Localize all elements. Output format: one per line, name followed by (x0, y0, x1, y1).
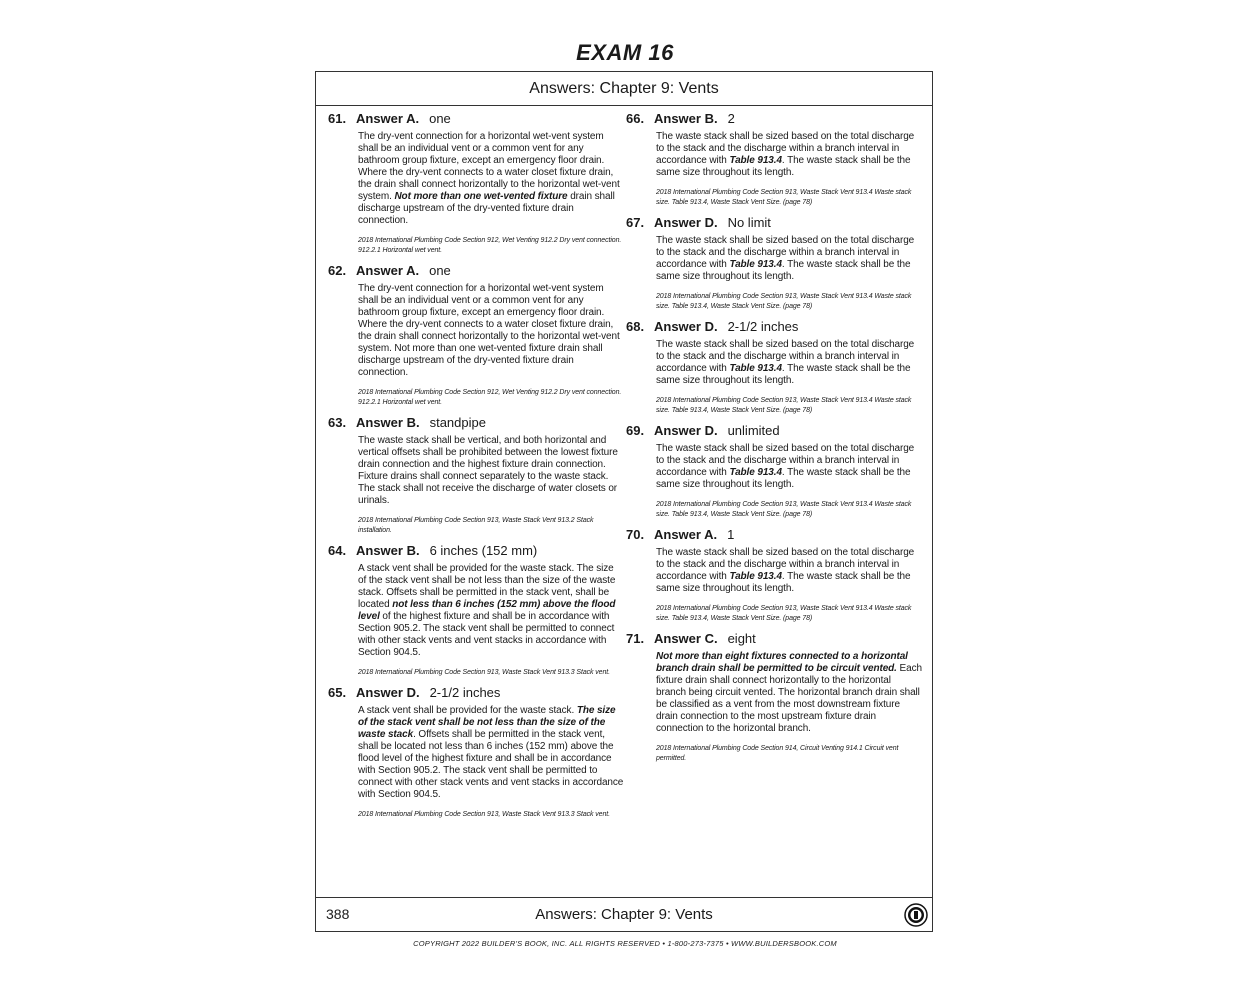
question-number: 65. (328, 685, 347, 700)
answer-value: standpipe (429, 415, 486, 430)
code-reference: 2018 International Plumbing Code Section 912, Wet Venting 912.2 Dry vent connection. 912.2.1 Horizontal wet vent. (358, 389, 622, 406)
answer-explanation: The waste stack shall be vertical, and both horizontal and vertical offsets shall be prohibited between the lowest fixture drain connection and the highest fixture drain connection. Fixture drains shall connect separately to the waste stack. The stack shall not receive the discharge of water closets or urinals. (358, 435, 618, 506)
answer-explanation: The waste stack shall be sized based on the total discharge to the stack and the discharge within a branch interval in accordance with Table 913.4. The waste stack shall be the same size throughout its length. (656, 443, 915, 490)
question-number: 67. (626, 215, 645, 230)
question-number: 64. (328, 543, 347, 558)
question-number: 69. (626, 423, 645, 438)
answer-item-68 (626, 318, 922, 416)
answer-label: Answer D. (654, 423, 718, 438)
answer-value: 2 (727, 111, 735, 126)
answer-item-62 (328, 262, 624, 408)
right-column (626, 110, 922, 770)
code-reference: 2018 International Plumbing Code Section 914, Circuit Venting 914.1 Circuit vent permitted. (656, 745, 899, 762)
answer-item-66 (626, 110, 922, 208)
question-number: 62. (328, 263, 347, 278)
answer-explanation: The waste stack shall be sized based on the total discharge to the stack and the discharge within a branch interval in accordance with Table 913.4. The waste stack shall be the same size throughout its length. (656, 339, 915, 386)
page-header: Answers: Chapter 9: Vents (316, 72, 932, 106)
answer-label: Answer D. (654, 319, 718, 334)
answer-explanation: The waste stack shall be sized based on the total discharge to the stack and the discharge within a branch interval in accordance with Table 913.4. The waste stack shall be the same size throughout its length. (656, 235, 915, 282)
answer-value: eight (727, 631, 756, 646)
answer-label: Answer D. (356, 685, 420, 700)
answer-label: Answer A. (356, 263, 420, 278)
answer-label: Answer A. (654, 527, 718, 542)
answer-item-61 (328, 110, 624, 256)
answer-label: Answer B. (654, 111, 718, 126)
code-reference: 2018 International Plumbing Code Section 913, Waste Stack Vent 913.4 Waste stack size. Table 913.4, Waste Stack Vent Size. (page 78) (656, 605, 912, 622)
answer-label: Answer C. (654, 631, 718, 646)
code-reference: 2018 International Plumbing Code Section 913, Waste Stack Vent 913.3 Stack vent. (358, 669, 610, 676)
publisher-logo-icon (904, 903, 928, 927)
question-number: 66. (626, 111, 645, 126)
answer-label: Answer B. (356, 543, 420, 558)
answer-explanation: The dry-vent connection for a horizontal wet-vent system shall be an individual vent or a common vent for any bathroom group fixture, except an emergency floor drain. Where the dry-vent connects to a water closet fixture drain, the drain shall connect horizontally to the horizontal wet-vent system. Not more than one wet-vented fixture drain shall discharge upstream of the dry-vented fixture drain connection. (358, 131, 620, 226)
answer-label: Answer D. (654, 215, 718, 230)
page-footer (316, 897, 932, 931)
code-reference: 2018 International Plumbing Code Section 913, Waste Stack Vent 913.4 Waste stack size. Table 913.4, Waste Stack Vent Size. (page 78) (656, 397, 912, 414)
question-number: 63. (328, 415, 347, 430)
question-number: 68. (626, 319, 645, 334)
code-reference: 2018 International Plumbing Code Section 913, Waste Stack Vent 913.4 Waste stack size. Table 913.4, Waste Stack Vent Size. (page 78) (656, 501, 912, 518)
code-reference: 2018 International Plumbing Code Section 913, Waste Stack Vent 913.3 Stack vent. (358, 811, 610, 818)
answer-explanation: Not more than eight fixtures connected to a horizontal branch drain shall be permitted to be circuit vented. Each fixture drain shall connect horizontally to the horizontal branch being circuit vented. The horizontal branch drain shall be classified as a vent from the most downstream fixture drain connection to the most upstream fixture drain connection to the horizontal branch. (656, 651, 922, 734)
answer-item-69 (626, 422, 922, 520)
code-reference: 2018 International Plumbing Code Section 913, Waste Stack Vent 913.4 Waste stack size. Table 913.4, Waste Stack Vent Size. (page 78) (656, 189, 912, 206)
answer-item-64 (328, 542, 624, 678)
answer-explanation: The waste stack shall be sized based on the total discharge to the stack and the discharge within a branch interval in accordance with Table 913.4. The waste stack shall be the same size throughout its length. (656, 547, 915, 594)
question-number: 71. (626, 631, 645, 646)
answer-value: one (429, 111, 451, 126)
copyright-line: COPYRIGHT 2022 BUILDER'S BOOK, INC. ALL RIGHTS RESERVED • 1-800-273-7375 • WWW.BUILDERSBOOK.COM (413, 939, 837, 948)
answer-value: unlimited (727, 423, 780, 438)
page-box (315, 71, 933, 932)
answer-value: 2-1/2 inches (429, 685, 501, 700)
answer-value: No limit (727, 215, 771, 230)
exam-title: EXAM 16 (576, 40, 674, 65)
answer-item-70 (626, 526, 922, 624)
answer-label: Answer B. (356, 415, 420, 430)
question-number: 70. (626, 527, 645, 542)
answer-explanation: A stack vent shall be provided for the waste stack. The size of the stack vent shall be not less than the size of the waste stack. Offsets shall be permitted in the stack vent, shall be located not less than 6 inches (152 mm) above the flood level of the highest fixture and shall be in accordance with Section 905.2. The stack vent shall be permitted to connect with other stack vents and vent stacks in accordance with Section 904.5. (358, 705, 624, 800)
page-number: 388 (326, 906, 350, 922)
answer-item-67 (626, 214, 922, 312)
answer-item-63 (328, 414, 624, 536)
answer-explanation: A stack vent shall be provided for the waste stack. The size of the stack vent shall be not less than the size of the waste stack. Offsets shall be permitted in the stack vent, shall be located not less than 6 inches (152 mm) above the flood level of the highest fixture and shall be in accordance with Section 905.2. The stack vent shall be permitted to connect with other stack vents and vent stacks in accordance with Section 904.5. (358, 563, 616, 658)
left-column (328, 110, 624, 826)
code-reference: 2018 International Plumbing Code Section 912, Wet Venting 912.2 Dry vent connection. 912.2.1 Horizontal wet vent. (358, 237, 622, 254)
answer-explanation: The waste stack shall be sized based on the total discharge to the stack and the discharge within a branch interval in accordance with Table 913.4. The waste stack shall be the same size throughout its length. (656, 131, 915, 178)
answer-value: 2-1/2 inches (727, 319, 799, 334)
code-reference: 2018 International Plumbing Code Section 913, Waste Stack Vent 913.2 Stack installation. (358, 517, 594, 534)
answer-label: Answer A. (356, 111, 420, 126)
answer-item-71 (626, 630, 922, 764)
answer-value: one (429, 263, 451, 278)
answer-value: 1 (727, 527, 735, 542)
answer-item-65 (328, 684, 624, 820)
footer-title: Answers: Chapter 9: Vents (535, 906, 713, 923)
code-reference: 2018 International Plumbing Code Section 913, Waste Stack Vent 913.4 Waste stack size. Table 913.4, Waste Stack Vent Size. (page 78) (656, 293, 912, 310)
answer-explanation: The dry-vent connection for a horizontal wet-vent system shall be an individual vent or a common vent for any bathroom group fixture, except an emergency floor drain. Where the dry-vent connects to a water closet fixture drain, the drain shall connect horizontally to the horizontal wet-vent system. Not more than one wet-vented fixture drain shall discharge upstream of the dry-vented fixture drain connection. (358, 283, 620, 378)
question-number: 61. (328, 111, 347, 126)
answer-value: 6 inches (152 mm) (429, 543, 538, 558)
